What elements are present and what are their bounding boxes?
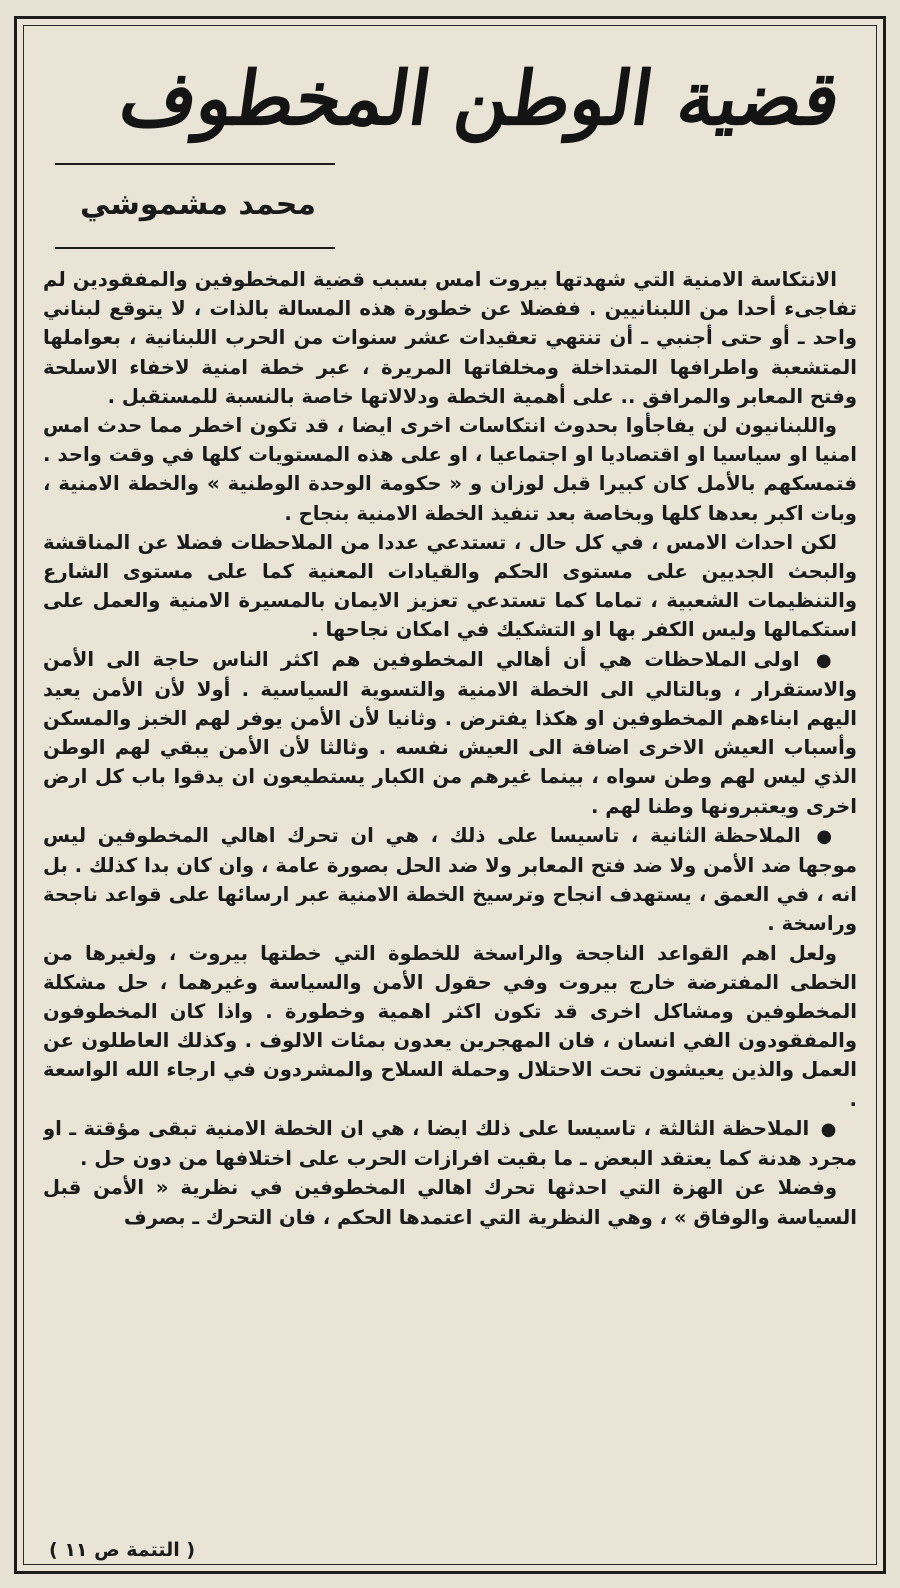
article-paragraph-7-text: الملاحظة الثالثة ، تاسيسا على ذلك ايضا ، هي ان الخطة الامنية تبقى مؤقتة ـ او مجرد هدنة كما يعتقد البعض ـ ما بقيت افرازات الحرب على اختلافها من دون حل . — [43, 1116, 857, 1171]
continuation-note: ( التتمة ص ١١ ) — [49, 1539, 196, 1561]
article-paragraph-5-text: الملاحظة الثانية ، تاسيسا على ذلك ، هي ان تحرك اهالي المخطوفين ليس موجها ضد الأمن ولا ضد فتح المعابر ولا ضد الحل بصورة عامة ، وان كان بدا كذلك . بل انه ، في العمق ، يستهدف انجاح وترسيخ الخطة الامنية عبر ارسائها على قواعد ناجحة وراسخة . — [43, 823, 857, 936]
article-paragraph-1: الانتكاسة الامنية التي شهدتها بيروت امس بسبب قضية المخطوفين والمفقودين لم تفاجىء أحدا من اللبنانيين . ففضلا عن خطورة هذه المسالة بالذات ، لا يتوقع لبناني واحد ـ أو حتى أجنبي ـ أن تنتهي تعقيدات عشر سنوات من الحرب اللبنانية ، بعواملها المتشعبة واطرافها المتداخلة ومخلفاتها المريرة ، عبر خطة امنية لاخفاء الاسلحة وفتح المعابر والمرافق .. على أهمية الخطة ودلالاتها خاصة بالنسبة للمستقبل . — [43, 268, 857, 408]
article-paragraph-6: ولعل اهم القواعد الناجحة والراسخة للخطوة التي خطتها بيروت ، ولغيرها من الخطى المفترضة خارج بيروت وفي حقول الأمن والسياسة وغيرهما ، حل مشكلة المخطوفين ومشاكل اخرى قد تكون اكثر اهمية وخطورة . واذا كان المخطوفون والمفقودون الفي انسان ، فان المهجرين يعدون بمئات الالوف . وكذلك العاطلون عن العمل والذين يعيشون تحت الاحتلال وحملة السلاح والمشردون في ارجاء الله الواسعة . — [43, 941, 857, 1111]
article-paragraph-5 — [43, 821, 857, 939]
article-author: محمد مشموشي — [80, 187, 316, 222]
bullet-icon: ● — [820, 1118, 837, 1140]
bullet-icon: ● — [816, 825, 837, 847]
article-headline: قضية الوطن المخطوف — [114, 56, 846, 142]
article-paragraph-8: وفضلا عن الهزة التي احدثها تحرك اهالي المخطوفين في نظرية « الأمن قبل السياسة والوفاق » ، وهي النظرية التي اعتمدها الحكم ، فان التحرك ـ بصرف — [43, 1176, 857, 1229]
byline-rule-bottom — [55, 247, 335, 249]
bullet-icon: ● — [815, 649, 837, 671]
newspaper-clipping — [14, 16, 886, 1574]
article-paragraph-7 — [43, 1114, 857, 1173]
byline-rule-top — [55, 163, 335, 165]
article-paragraph-3: لكن احداث الامس ، في كل حال ، تستدعي عددا من الملاحظات فضلا عن المناقشة والبحث الجديين على مستوى الحكم والقيادات المعنية كما على مستوى الشارع والتنظيمات الشعبية ، تماما كما تستدعي تعزيز الايمان بالمسيرة الامنية والعمل على استكمالها وليس الكفر بها او التشكيك في امكان نجاحها . — [43, 530, 857, 642]
article-body — [43, 265, 857, 1485]
article-paragraph-2: واللبنانيون لن يفاجأوا بحدوث انتكاسات اخرى ايضا ، قد تكون اخطر مما حدث امس امنيا او سياسيا او اقتصاديا او اجتماعيا ، او على هذه المستويات كلها في وقت واحد . فتمسكهم بالأمل كان كبيرا قبل لوزان و « حكومة الوحدة الوطنية » والخطة الامنية ، وبات اكبر بعدها كلها وبخاصة بعد تنفيذ الخطة الامنية بنجاح . — [43, 414, 857, 525]
article-paragraph-4-text: اولى الملاحظات هي أن أهالي المخطوفين هم اكثر الناس حاجة الى الأمن والاستقرار ، وبالتالي الى الخطة الامنية والتسوية السياسية . أولا لأن الأمن يعيد اليهم ابناءهم المخطوفين او هكذا يفترض . وثانيا لأن الأمن يوفر لهم الخبز والمسكن وأسباب العيش الاخرى اضافة الى العيش نفسه . وثالثا لأن الأمن يبقي لهم الوطن الذي ليس لهم وطن سواه ، بينما غيرهم من الكبار يستطيعون ان يدقوا باب كل ارض اخرى ويعتبرونها وطنا لهم . — [43, 647, 857, 818]
article-paragraph-4 — [43, 645, 857, 821]
